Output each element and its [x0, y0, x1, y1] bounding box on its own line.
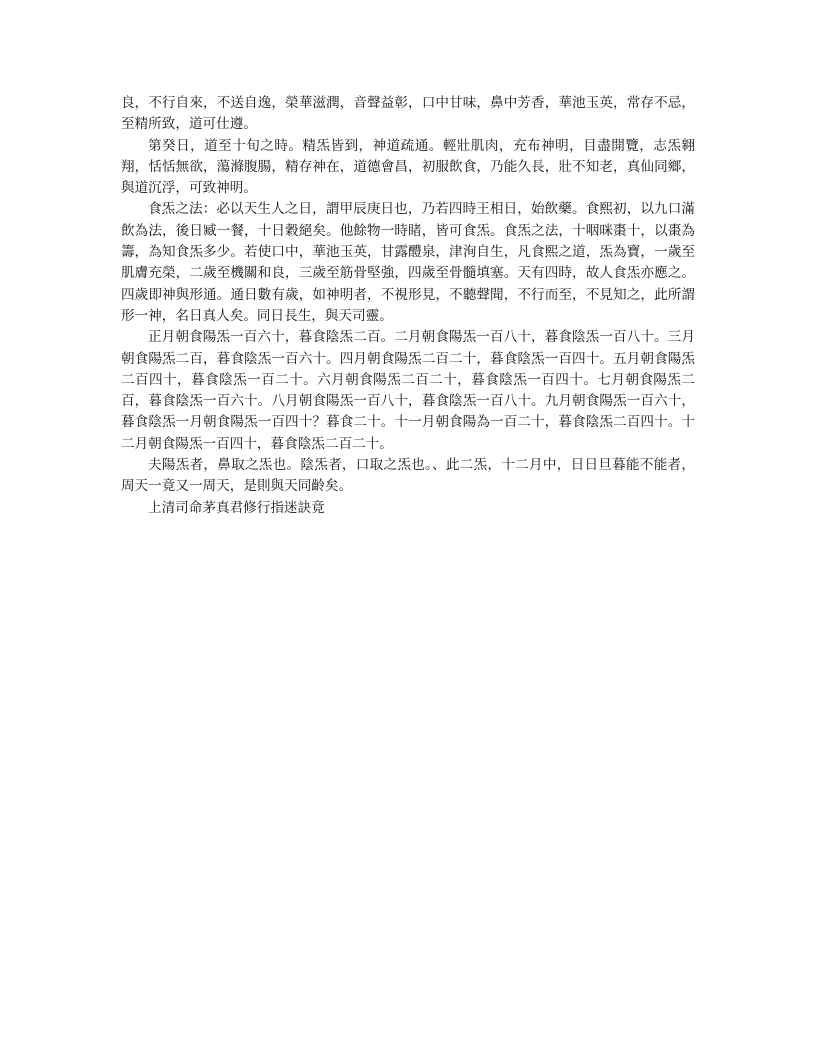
paragraph-1: 良，不行自來，不送自逸，榮華滋潤，音聲益彰，口中甘味，鼻中芳香，華池玉英，常存不忌，至精所致，道可仕遵。	[121, 95, 695, 133]
paragraph-3: 食炁之法：必以天生人之日，謂甲辰庚日也，乃若四時王相日，始飲藥。食熙初，以九口滿飲為法，後日臧一餐，十日穀絕矣。他餘物一時睹，皆可食炁。食炁之法，十咽咪棗十，以棗為籌，為知食炁多少。若使口中，華池玉英，甘露醴泉，津洵自生，凡食熙之道，炁為寶，一歲至肌膚充榮，二歲至機關和良，三歲至筋骨堅強，四歲至骨髓填塞。天有四時，故人食炁亦應之。四歲即神與形通。通日數有歲，如神明者，不視形見，不聽聲聞，不行而至，不見知之，此所謂形一神，名日真人矣。同日長生，與天司靈。	[121, 201, 695, 324]
paragraph-4: 正月朝食陽炁一百六十，暮食陰炁二百。二月朝食陽炁一百八十，暮食陰炁一百八十。三月朝食陽炁二百，暮食陰炁一百六十。四月朝食陽炁二百二十，暮食陰炁一百四十。五月朝食陽炁二百四十，暮食陰炁一百二十。六月朝食陽炁二百二十，暮食陰炁一百四十。七月朝食陽炁二百，暮食陰炁一百六十。八月朝食陽炁一百八十，暮食陰炁一百八十。九月朝食陽炁一百六十，暮食陰炁一月朝食陽炁一百四十？暮食二十。十一月朝食陽為一百二十，暮食陰炁二百四十。十二月朝食陽炁一百四十，暮食陰炁二百二十。	[121, 329, 695, 452]
paragraph-5: 夫陽炁者，鼻取之炁也。陰炁者，口取之炁也。、此二炁，十二月中，日日旦暮能不能者，周天一竟又一周天，是則與天同齡矣。	[121, 457, 695, 495]
paragraph-2: 第癸日，道至十旬之時。精炁皆到，神道疏通。輕壯肌肉，充布神明，目盡開覽，志炁翱翔，恬恬無欲，蕩滌腹腸，精存神在，道德會昌，初服飲食，乃能久長，壯不知老，真仙同鄉，與道沉浮，可致神明。	[121, 137, 695, 197]
colophon: 上清司命茅真君修行指迷訣竟	[148, 499, 325, 516]
document-page	[121, 93, 695, 519]
